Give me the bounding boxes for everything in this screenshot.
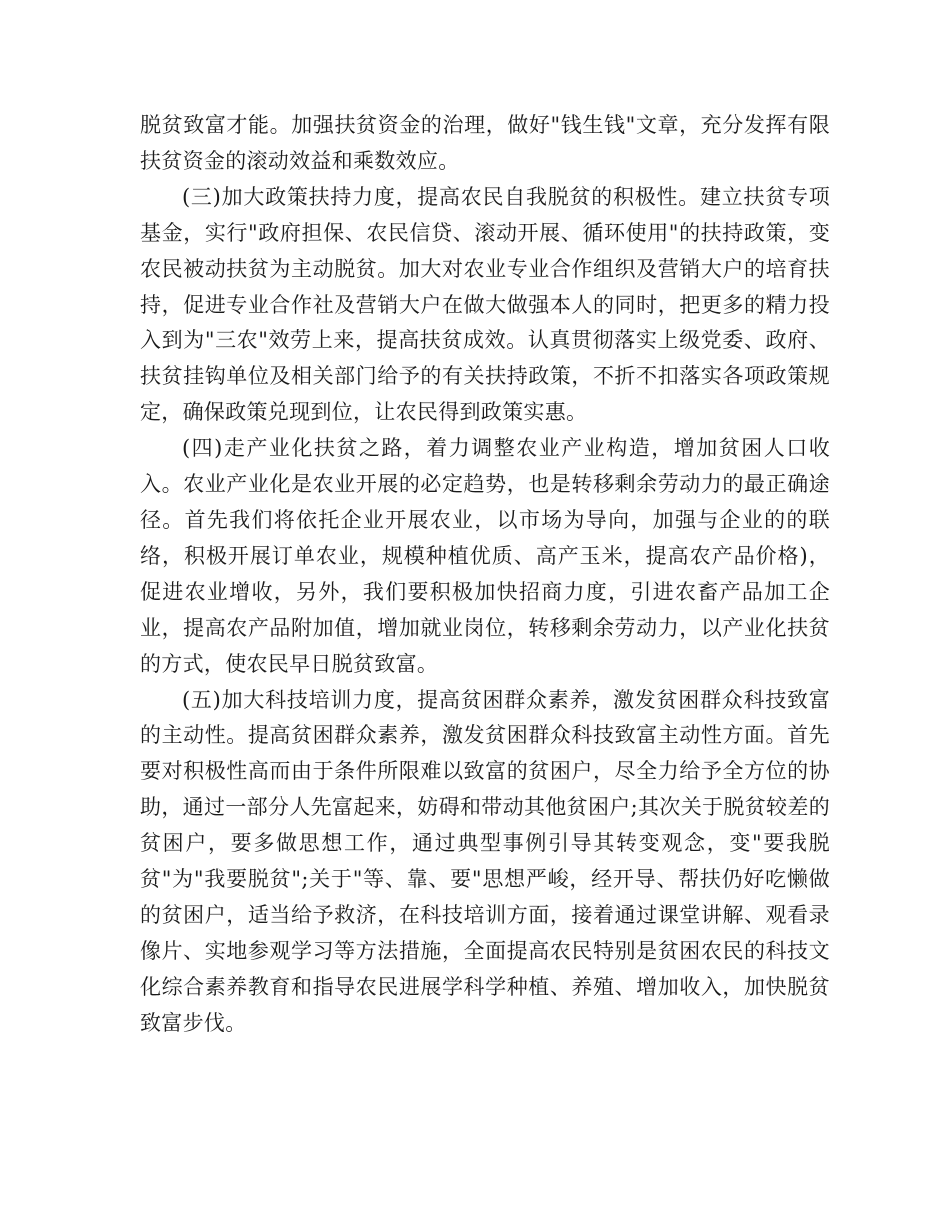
paragraph-section-4: (四)走产业化扶贫之路，着力调整农业产业构造，增加贫困人口收入。农业产业化是农业开展的必定趋势，也是转移剩余劳动力的最正确途径。首先我们将依托企业开展农业，以市场为导向，加强与企业的的联络，积极开展订单农业，规模种植优质、高产玉米，提高农产品价格)，促进农业增收，另外，我们要积极加快招商力度，引进农畜产品加工企业，提高农产品附加值，增加就业岗位，转移剩余劳动力，以产业化扶贫的方式，使农民早日脱贫致富。 bbox=[140, 436, 830, 676]
body-text bbox=[140, 108, 830, 1042]
paragraph-continuation: 脱贫致富才能。加强扶贫资金的治理，做好"钱生钱"文章，充分发挥有限扶贫资金的滚动效益和乘数效应。 bbox=[140, 113, 830, 173]
paragraph-section-5: (五)加大科技培训力度，提高贫困群众素养，激发贫困群众科技致富的主动性。提高贫困群众素养，激发贫困群众科技致富主动性方面。首先要对积极性高而由于条件所限难以致富的贫困户，尽全力给予全方位的协助，通过一部分人先富起来，妨碍和带动其他贫困户;其次关于脱贫较差的贫困户，要多做思想工作，通过典型事例引导其转变观念，变"要我脱贫"为"我要脱贫";关于"等、靠、要"思想严峻，经开导、帮扶仍好吃懒做的贫困户，适当给予救济，在科技培训方面，接着通过课堂讲解、观看录像片、实地参观学习等方法措施，全面提高农民特别是贫困农民的科技文化综合素养教育和指导农民进展学科学种植、养殖、增加收入，加快脱贫致富步伐。 bbox=[140, 687, 830, 1035]
paragraph-section-3: (三)加大政策扶持力度，提高农民自我脱贫的积极性。建立扶贫专项基金，实行"政府担保、农民信贷、滚动开展、循环使用"的扶持政策，变农民被动扶贫为主动脱贫。加大对农业专业合作组织及营销大户的培育扶持，促进专业合作社及营销大户在做大做强本人的同时，把更多的精力投入到为"三农"效劳上来，提高扶贫成效。认真贯彻落实上级党委、政府、扶贫挂钩单位及相关部门给予的有关扶持政策，不折不扣落实各项政策规定，确保政策兑现到位，让农民得到政策实惠。 bbox=[140, 184, 830, 425]
